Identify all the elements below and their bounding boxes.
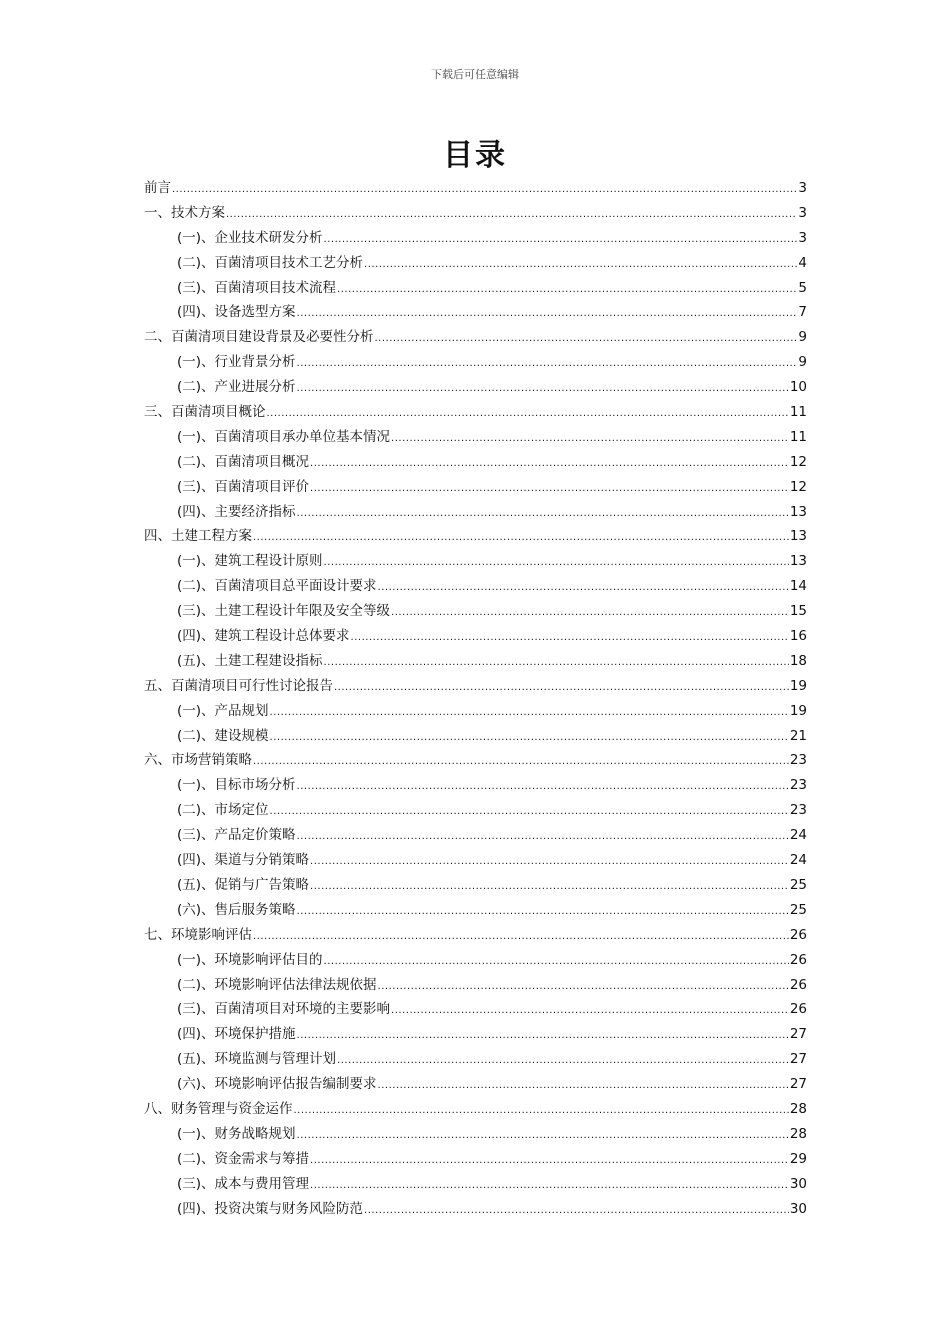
toc-entry[interactable] (144, 948, 807, 973)
toc-entry-text: (一)、百菌清项目承办单位基本情况 (177, 428, 391, 445)
toc-dot-leader (310, 875, 789, 900)
toc-entry[interactable] (144, 923, 807, 948)
toc-dot-leader (378, 1074, 789, 1099)
toc-dot-leader (253, 750, 789, 775)
toc-dot-leader (324, 950, 789, 975)
toc-entry[interactable] (144, 1172, 807, 1197)
toc-page-number: 5 (798, 279, 807, 296)
toc-dot-leader (226, 203, 797, 228)
toc-page-number: 14 (789, 578, 807, 595)
toc-entry[interactable] (144, 475, 807, 500)
toc-page-number: 13 (789, 503, 807, 520)
toc-entry-text: 前言 (144, 180, 171, 196)
toc-dot-leader (297, 377, 789, 402)
toc-entry[interactable] (144, 1022, 807, 1047)
toc-dot-leader (391, 999, 789, 1024)
toc-page-number: 27 (789, 1076, 807, 1093)
toc-page-number: 26 (789, 976, 807, 993)
toc-entry[interactable] (144, 350, 807, 375)
toc-entry-text: (三)、土建工程设计年限及安全等级 (177, 603, 391, 620)
toc-entry[interactable] (144, 325, 807, 350)
toc-page-number: 26 (789, 926, 807, 943)
toc-entry[interactable] (144, 251, 807, 276)
toc-page-number: 19 (789, 702, 807, 719)
toc-entry-text: (二)、百菌清项目技术工艺分析 (177, 254, 364, 271)
toc-page-number: 28 (789, 1125, 807, 1142)
toc-entry-text: (五)、环境监测与管理计划 (177, 1051, 337, 1068)
toc-page-number: 23 (789, 752, 807, 769)
toc-entry[interactable] (144, 425, 807, 450)
toc-dot-leader (297, 825, 789, 850)
toc-entry[interactable] (144, 649, 807, 674)
toc-entry[interactable] (144, 599, 807, 624)
toc-entry-text: (二)、环境影响评估法律法规依据 (177, 976, 377, 993)
toc-entry-text: (一)、目标市场分析 (177, 777, 296, 794)
toc-entry[interactable] (144, 574, 807, 599)
toc-page-number: 18 (789, 652, 807, 669)
toc-entry-text: (二)、资金需求与筹措 (177, 1150, 310, 1167)
table-of-contents (144, 176, 807, 1221)
toc-dot-leader (310, 850, 789, 875)
toc-page-number: 11 (789, 428, 807, 445)
toc-page-number: 27 (789, 1026, 807, 1043)
toc-entry-text: (四)、主要经济指标 (177, 503, 296, 520)
toc-entry-text: 五、百菌清项目可行性讨论报告 (144, 677, 333, 694)
toc-page-number: 10 (789, 379, 807, 396)
toc-entry-text: (一)、企业技术研发分析 (177, 229, 323, 246)
toc-dot-leader (324, 551, 789, 576)
toc-page-number: 12 (789, 478, 807, 495)
toc-entry-text: (二)、百菌清项目概况 (177, 453, 310, 470)
toc-page-number: 4 (798, 254, 807, 271)
page-title: 目录 (443, 138, 507, 173)
toc-entry[interactable] (144, 226, 807, 251)
toc-entry[interactable] (144, 300, 807, 325)
toc-dot-leader (310, 452, 789, 477)
toc-entry[interactable] (144, 549, 807, 574)
toc-dot-leader (364, 1199, 789, 1224)
toc-entry-text: (四)、建筑工程设计总体要求 (177, 628, 350, 645)
toc-entry-text: 二、百菌清项目建设背景及必要性分析 (144, 329, 374, 346)
toc-dot-leader (294, 1099, 789, 1124)
toc-entry-text: (五)、促销与广告策略 (177, 876, 310, 893)
toc-entry[interactable] (144, 699, 807, 724)
toc-page-number: 7 (798, 304, 807, 321)
toc-dot-leader (267, 402, 789, 427)
toc-entry-text: (一)、环境影响评估目的 (177, 951, 323, 968)
toc-page-number: 19 (789, 677, 807, 694)
toc-entry[interactable] (144, 873, 807, 898)
toc-dot-leader (378, 576, 789, 601)
toc-dot-leader (253, 526, 789, 551)
toc-dot-leader (297, 775, 789, 800)
toc-entry-text: 四、土建工程方案 (144, 528, 252, 545)
toc-page-number: 29 (789, 1150, 807, 1167)
toc-entry-text: (一)、产品规划 (177, 702, 269, 719)
toc-entry[interactable] (144, 201, 807, 226)
toc-entry[interactable] (144, 1147, 807, 1172)
toc-dot-leader (337, 1049, 789, 1074)
page-header-note: 下载后可任意编辑 (431, 68, 519, 81)
toc-dot-leader (324, 651, 789, 676)
toc-dot-leader (351, 626, 789, 651)
toc-page-number: 16 (789, 628, 807, 645)
toc-dot-leader (297, 1024, 789, 1049)
toc-page-number: 26 (789, 951, 807, 968)
toc-entry-text: (一)、行业背景分析 (177, 354, 296, 371)
toc-entry[interactable] (144, 500, 807, 525)
toc-entry[interactable] (144, 176, 807, 201)
toc-entry-text: (三)、百菌清项目评价 (177, 478, 310, 495)
toc-dot-leader (297, 502, 789, 527)
toc-entry-text: (二)、百菌清项目总平面设计要求 (177, 578, 377, 595)
toc-entry-text: (一)、建筑工程设计原则 (177, 553, 323, 570)
toc-entry[interactable] (144, 524, 807, 549)
toc-entry[interactable] (144, 724, 807, 749)
toc-dot-leader (310, 1149, 789, 1174)
toc-entry[interactable] (144, 1047, 807, 1072)
toc-entry[interactable] (144, 1197, 807, 1222)
toc-dot-leader (391, 601, 789, 626)
toc-dot-leader (270, 726, 789, 751)
toc-entry[interactable] (144, 798, 807, 823)
toc-entry-text: 六、市场营销策略 (144, 752, 252, 769)
toc-dot-leader (375, 327, 798, 352)
toc-page-number: 12 (789, 453, 807, 470)
toc-dot-leader (253, 925, 789, 950)
toc-entry-text: 七、环境影响评估 (144, 926, 252, 943)
toc-page-number: 27 (789, 1051, 807, 1068)
toc-dot-leader (310, 477, 789, 502)
toc-page-number: 9 (798, 329, 807, 346)
toc-page-number: 30 (789, 1200, 807, 1217)
toc-entry[interactable] (144, 1072, 807, 1097)
toc-entry[interactable] (144, 375, 807, 400)
toc-page-number: 23 (789, 802, 807, 819)
toc-dot-leader (378, 975, 789, 1000)
toc-entry-text: (四)、渠道与分销策略 (177, 852, 310, 869)
toc-entry-text: (三)、百菌清项目技术流程 (177, 279, 337, 296)
toc-entry[interactable] (144, 823, 807, 848)
toc-entry-text: (二)、建设规模 (177, 727, 269, 744)
toc-page-number: 11 (789, 404, 807, 421)
toc-page-number: 13 (789, 528, 807, 545)
toc-dot-leader (297, 900, 789, 925)
toc-page-number: 3 (798, 180, 807, 196)
toc-page-number: 25 (789, 901, 807, 918)
toc-entry-text: (三)、成本与费用管理 (177, 1175, 310, 1192)
toc-page-number: 13 (789, 553, 807, 570)
toc-page-number: 21 (789, 727, 807, 744)
toc-entry-text: (三)、百菌清项目对环境的主要影响 (177, 1001, 391, 1018)
toc-entry[interactable] (144, 748, 807, 773)
toc-entry-text: (四)、投资决策与财务风险防范 (177, 1200, 364, 1217)
toc-page-number: 28 (789, 1100, 807, 1117)
toc-entry[interactable] (144, 400, 807, 425)
toc-entry[interactable] (144, 1122, 807, 1147)
toc-page-number: 3 (798, 204, 807, 221)
toc-entry[interactable] (144, 276, 807, 301)
toc-entry-text: (一)、财务战略规划 (177, 1125, 296, 1142)
toc-dot-leader (297, 1124, 789, 1149)
toc-entry[interactable] (144, 1097, 807, 1122)
toc-entry-text: (二)、市场定位 (177, 802, 269, 819)
toc-entry-text: (六)、环境影响评估报告编制要求 (177, 1076, 377, 1093)
toc-entry[interactable] (144, 898, 807, 923)
toc-entry[interactable] (144, 848, 807, 873)
toc-page-number: 30 (789, 1175, 807, 1192)
toc-page-number: 9 (798, 354, 807, 371)
toc-entry-text: (五)、土建工程建设指标 (177, 652, 323, 669)
toc-entry-text: (二)、产业进展分析 (177, 379, 296, 396)
toc-dot-leader (334, 676, 789, 701)
toc-entry-text: 八、财务管理与资金运作 (144, 1100, 293, 1117)
toc-entry-text: (四)、设备选型方案 (177, 304, 296, 321)
toc-dot-leader (364, 253, 797, 278)
toc-page-number: 26 (789, 1001, 807, 1018)
toc-entry[interactable] (144, 997, 807, 1022)
toc-page-number: 15 (789, 603, 807, 620)
toc-dot-leader (297, 352, 798, 377)
toc-entry[interactable] (144, 674, 807, 699)
toc-entry[interactable] (144, 624, 807, 649)
toc-dot-leader (324, 228, 798, 253)
toc-page-number: 3 (798, 229, 807, 246)
toc-entry-text: 三、百菌清项目概论 (144, 404, 266, 421)
toc-dot-leader (172, 178, 797, 203)
toc-dot-leader (297, 302, 798, 327)
toc-dot-leader (270, 800, 789, 825)
toc-page-number: 24 (789, 852, 807, 869)
toc-page-number: 25 (789, 876, 807, 893)
toc-dot-leader (270, 701, 789, 726)
toc-dot-leader (337, 278, 797, 303)
toc-entry-text: 一、技术方案 (144, 204, 225, 221)
toc-entry-text: (六)、售后服务策略 (177, 901, 296, 918)
toc-dot-leader (310, 1174, 789, 1199)
toc-entry-text: (三)、产品定价策略 (177, 827, 296, 844)
toc-entry-text: (四)、环境保护措施 (177, 1026, 296, 1043)
toc-page-number: 23 (789, 777, 807, 794)
toc-entry[interactable] (144, 973, 807, 998)
toc-page-number: 24 (789, 827, 807, 844)
toc-entry[interactable] (144, 773, 807, 798)
toc-dot-leader (391, 427, 789, 452)
toc-entry[interactable] (144, 450, 807, 475)
